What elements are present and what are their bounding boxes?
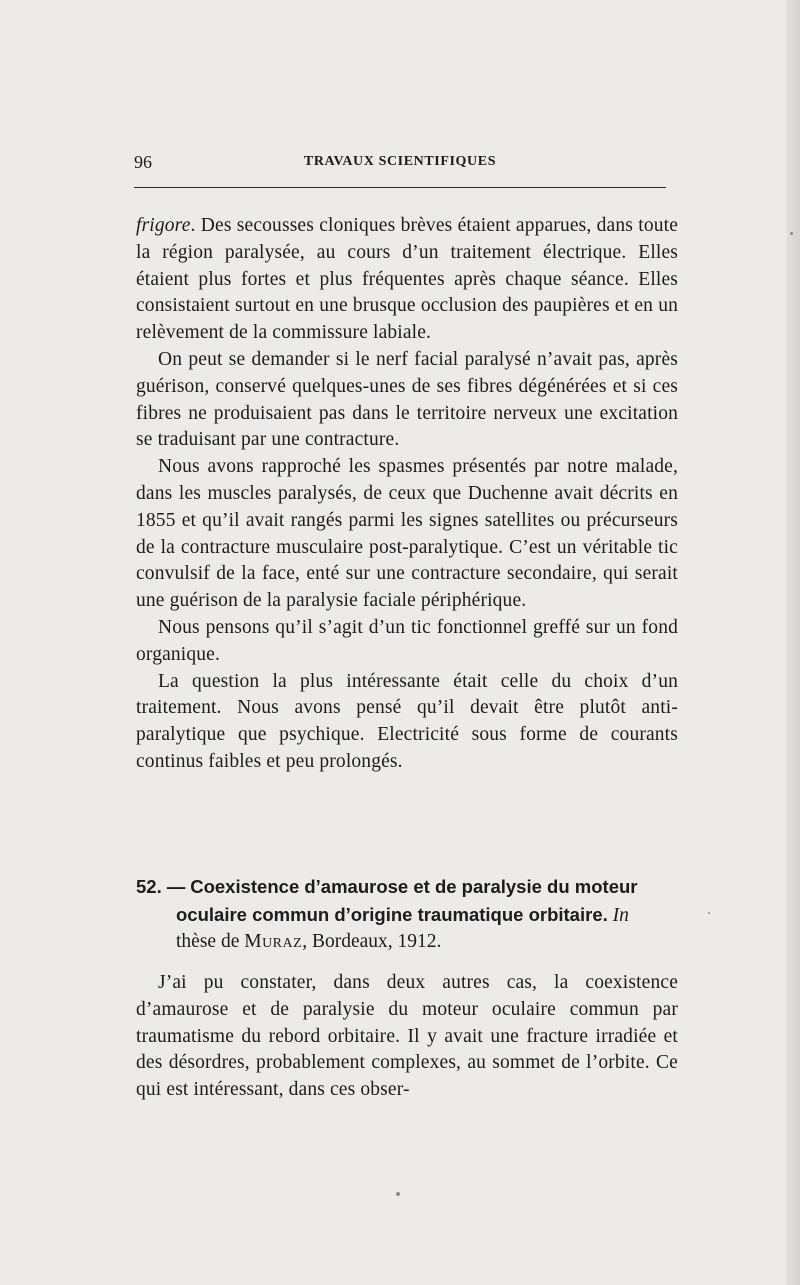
continued-text bbox=[136, 213, 678, 776]
paragraph-5: La question la plus intéressante était celle du choix d’un traitement. Nous avons pensé qu’il devait être plutôt anti-paralytique que psychique. Electricité sous forme de courants continus faibles et peu prolongés. bbox=[136, 670, 678, 772]
print-speck bbox=[790, 232, 793, 235]
paragraph-3: Nous avons rapproché les spasmes présentés par notre malade, dans les muscles paralysés, de ceux que Duchenne avait décrits en 1855 et qu’il avait rangés parmi les signes satellites ou précurseurs de la contracture musculaire post-paralytique. C’est un véritable tic convulsif de la face, enté sur une contracture secondaire, qui serait une guérison de la paralysie faciale périphérique. bbox=[136, 456, 678, 612]
print-speck bbox=[396, 1192, 400, 1196]
header-rule bbox=[134, 187, 666, 188]
section-citation: thèse de Muraz, Bordeaux, 1912. bbox=[176, 931, 442, 952]
running-title: TRAVAUX SCIENTIFIQUES bbox=[303, 154, 497, 169]
section-heading bbox=[136, 874, 678, 956]
print-speck bbox=[708, 912, 710, 914]
paragraph-2: On peut se demander si le nerf facial paralysé n’avait pas, après guérison, conservé quelques-unes de ses fibres dégénérées et si ces fibres ne produisaient pas dans le territoire nerveux une excitation se traduisant par une contracture. bbox=[136, 348, 678, 451]
paragraph-1: frigore. Des secousses cloniques brèves étaient apparues, dans toute la région paralysée, au cours d’un traitement électrique. Elles étaient plus fortes et plus fréquentes après chaque séance. Elles consistaient surtout en une brusque occlusion des paupières et en un relèvement de la commissure labiale. bbox=[136, 215, 678, 344]
paragraph-4: Nous pensons qu’il s’agit d’un tic fonctionnel greffé sur un fond organique. bbox=[136, 616, 678, 665]
page-number: 96 bbox=[134, 152, 152, 172]
section-body bbox=[136, 970, 678, 1104]
citation-in: In bbox=[612, 904, 629, 926]
running-header bbox=[134, 152, 666, 176]
section-title: Coexistence d’amaurose et de paralysie du moteur oculaire commun d’origine traumatique orbitaire. bbox=[176, 876, 638, 925]
italic-word: frigore bbox=[136, 215, 191, 236]
section-paragraph: J’ai pu constater, dans deux autres cas, la coexistence d’amaurose et de paralysie du moteur oculaire commun par traumatisme du rebord orbitaire. Il y avait une fracture irradiée et des désordres, probablement complexes, au sommet de l’orbite. Ce qui est intéressant, dans ces obser- bbox=[136, 972, 678, 1101]
page-edge-shadow bbox=[786, 0, 800, 1285]
section-number: 52. — bbox=[136, 876, 186, 897]
citation-author: Muraz bbox=[244, 931, 303, 952]
